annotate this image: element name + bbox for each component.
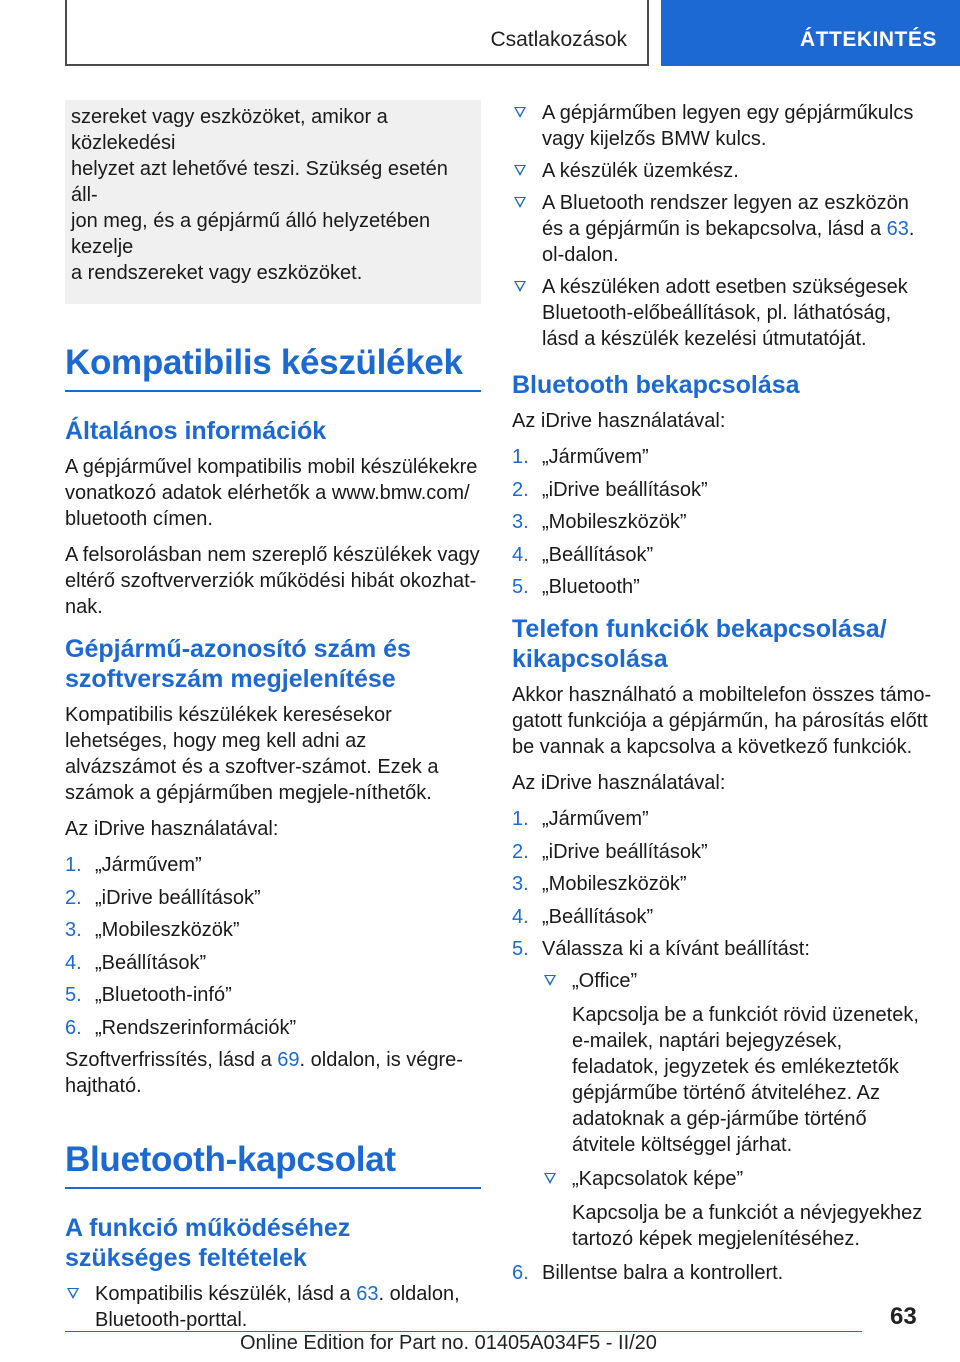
- list-item: [512, 806, 932, 832]
- sub-option-office: „Office”: [572, 970, 638, 992]
- bullet-text: A készüléken adott esetben szükségesek Bluetooth-előbeállítások, pl. láthatóság, lásd a készülék kezelési útmutatóját.: [542, 276, 908, 350]
- triangle-bullet-icon: [514, 165, 526, 176]
- paragraph-idrive: Az iDrive használatával:: [512, 772, 726, 794]
- page-link-63[interactable]: 63: [356, 1283, 379, 1305]
- note-line: helyzet azt lehetővé teszi. Szükség esetén áll-: [71, 158, 448, 206]
- heading-bluetooth-connection: Bluetooth-kapcsolat: [65, 1139, 481, 1189]
- step-number: 4.: [512, 905, 529, 928]
- step-number: 1.: [512, 446, 529, 468]
- update-text-post: . oldalon, is végre-hajtható.: [65, 1049, 463, 1097]
- step-number: 4.: [65, 951, 82, 974]
- bt-text-post: . ol-dalon.: [542, 218, 915, 266]
- page-link-69[interactable]: 69: [277, 1049, 300, 1071]
- list-item: [512, 936, 932, 1252]
- list-item: [65, 885, 481, 911]
- section-title: Csatlakozások: [490, 28, 627, 51]
- heading-bluetooth-on: Bluetooth bekapcsolása: [512, 371, 800, 399]
- step-number: 3.: [512, 511, 529, 533]
- step-number: 5.: [65, 984, 82, 1006]
- triangle-bullet-icon: [544, 975, 556, 986]
- sub-option-desc: Kapcsolja be a funkciót rövid üzenetek, e-mailek, naptári bejegyzések, feladatok, jegyzetek és emlékeztetők gépjárműbe történő átviteléhez. Az adatoknak a gép-járműbe történő átvitele költséggel járhat.: [572, 1004, 919, 1156]
- list-item: [512, 190, 932, 268]
- bt-text-pre: A Bluetooth rendszer legyen az eszközön és a gépjárműn is bekapcsolva, lásd a: [542, 192, 909, 240]
- heading-compatible-devices: Kompatibilis készülékek: [65, 342, 481, 392]
- list-item: [512, 542, 932, 568]
- list-item: [65, 1015, 481, 1041]
- list-item: [512, 444, 932, 470]
- list-item: [512, 274, 932, 352]
- step-text: „Mobileszközök”: [542, 511, 687, 533]
- triangle-bullet-icon: [514, 281, 526, 292]
- prerequisites-list: [65, 1281, 481, 1333]
- sub-option-desc: Kapcsolja be a funkciót a névjegyekhez tartozó képek megjelenítéséhez.: [572, 1202, 923, 1250]
- settings-sublist: [542, 968, 932, 1252]
- step-number: 2.: [512, 840, 529, 863]
- list-item: [512, 871, 932, 897]
- paragraph-idrive: Az iDrive használatával:: [512, 410, 726, 432]
- step-text: „Járművem”: [542, 808, 649, 830]
- list-item: [65, 950, 481, 976]
- step-text: „Beállítások”: [95, 951, 207, 974]
- steps-bluetooth-on: [512, 444, 932, 600]
- list-item: [65, 1281, 481, 1333]
- right-column: [512, 100, 932, 1293]
- step-text: „Bluetooth”: [542, 576, 640, 598]
- list-item: [65, 917, 481, 943]
- triangle-bullet-icon: [514, 197, 526, 208]
- step-number: 3.: [512, 873, 529, 895]
- steps-bluetooth-info: [65, 852, 481, 1041]
- list-item: [542, 1166, 932, 1252]
- step-number: 2.: [512, 478, 529, 501]
- bullet-text: A gépjárműben legyen egy gépjárműkulcs vagy kijelzős BMW kulcs.: [542, 102, 914, 150]
- step-text: „iDrive beállítások”: [542, 478, 708, 501]
- list-item: [512, 100, 932, 152]
- safety-note: [65, 100, 481, 304]
- note-line: szereket vagy eszközöket, amikor a közlekedési: [71, 106, 388, 154]
- list-item: [512, 1260, 932, 1286]
- list-item: [512, 839, 932, 865]
- step-text: „Beállítások”: [542, 905, 654, 928]
- header-frame: [65, 0, 649, 66]
- step-text: „Járművem”: [95, 854, 202, 876]
- step-number: 6.: [65, 1016, 82, 1039]
- step-text: „Mobileszközök”: [542, 873, 687, 895]
- list-item: [512, 904, 932, 930]
- paragraph-phone-functions: Akkor használható a mobiltelefon összes támo-gatott funkciója a gépjárműn, ha párosítás előtt be vannak a kapcsolva a következő funkciók.: [512, 684, 932, 758]
- left-column: [65, 100, 481, 1343]
- prereq-text-pre: Kompatibilis készülék, lásd a: [95, 1283, 357, 1305]
- triangle-bullet-icon: [544, 1173, 556, 1184]
- footer-edition: Online Edition for Part no. 01405A034F5 - II/20: [240, 1332, 657, 1354]
- heading-vehicle-id: Gépjármű-azonosító szám és szoftverszám megjelenítése: [65, 635, 411, 693]
- paragraph-vehicle-id: Kompatibilis készülékek keresésekor lehetséges, hogy meg kell adni az alvázszámot és a szoftver-számot. Ezek a számok a gépjárműben megjele-níthetők.: [65, 704, 439, 804]
- list-item: [512, 158, 932, 184]
- step-number: 4.: [512, 543, 529, 566]
- update-text-pre: Szoftverfrissítés, lásd a: [65, 1049, 278, 1071]
- list-item: [65, 982, 481, 1008]
- heading-phone-functions: Telefon funkciók bekapcsolása/ kikapcsolása: [512, 615, 887, 673]
- list-item: [512, 574, 932, 600]
- step-number: 5.: [512, 576, 529, 598]
- step-number: 1.: [512, 808, 529, 830]
- step-text: „Rendszerinformációk”: [95, 1016, 297, 1039]
- list-item: [65, 852, 481, 878]
- step-number: 1.: [65, 854, 82, 876]
- list-item: [542, 968, 932, 1158]
- step-text: Billentse balra a kontrollert.: [542, 1262, 784, 1284]
- step-number: 6.: [512, 1262, 529, 1284]
- step-text: „Bluetooth-infó”: [95, 984, 232, 1006]
- list-item: [512, 477, 932, 503]
- list-item: [512, 509, 932, 535]
- step-text: „iDrive beállítások”: [542, 840, 708, 863]
- step-text: „Beállítások”: [542, 543, 654, 566]
- paragraph-software-update: [65, 1047, 481, 1099]
- page-link-63[interactable]: 63: [886, 218, 909, 240]
- heading-general-info: Általános információk: [65, 417, 327, 445]
- step-text: „Mobileszközök”: [95, 919, 240, 941]
- paragraph-compat-info: A gépjárművel kompatibilis mobil készülékekre vonatkozó adatok elérhetők a www.bmw.com/ bluetooth címen.: [65, 456, 478, 530]
- note-line: jon meg, és a gépjármű álló helyzetében kezelje: [71, 210, 431, 258]
- note-line: a rendszereket vagy eszközöket.: [71, 262, 363, 284]
- prereq-text-post: . oldalon, Bluetooth-porttal.: [95, 1283, 460, 1331]
- sub-option-contacts: „Kapcsolatok képe”: [572, 1168, 744, 1190]
- step-number: 2.: [65, 886, 82, 909]
- paragraph-idrive: Az iDrive használatával:: [65, 818, 279, 840]
- bullet-text: A készülék üzemkész.: [542, 160, 739, 182]
- step-text: Válassza ki a kívánt beállítást:: [542, 938, 810, 960]
- step-text: „iDrive beállítások”: [95, 886, 261, 909]
- overview-tab[interactable]: ÁTTEKINTÉS: [661, 0, 960, 66]
- step-number: 5.: [512, 938, 529, 960]
- triangle-bullet-icon: [514, 107, 526, 118]
- page-number: 63: [890, 1303, 917, 1330]
- step-number: 3.: [65, 919, 82, 941]
- prerequisites-list-continued: [512, 100, 932, 352]
- step-text: „Járművem”: [542, 446, 649, 468]
- steps-phone-functions: [512, 806, 932, 1286]
- heading-prerequisites: A funkció működéséhez szükséges feltételek: [65, 1214, 351, 1272]
- paragraph-malfunction: A felsorolásban nem szereplő készülékek vagy eltérő szoftververziók működési hibát okozhat-nak.: [65, 544, 480, 618]
- triangle-bullet-icon: [67, 1288, 79, 1299]
